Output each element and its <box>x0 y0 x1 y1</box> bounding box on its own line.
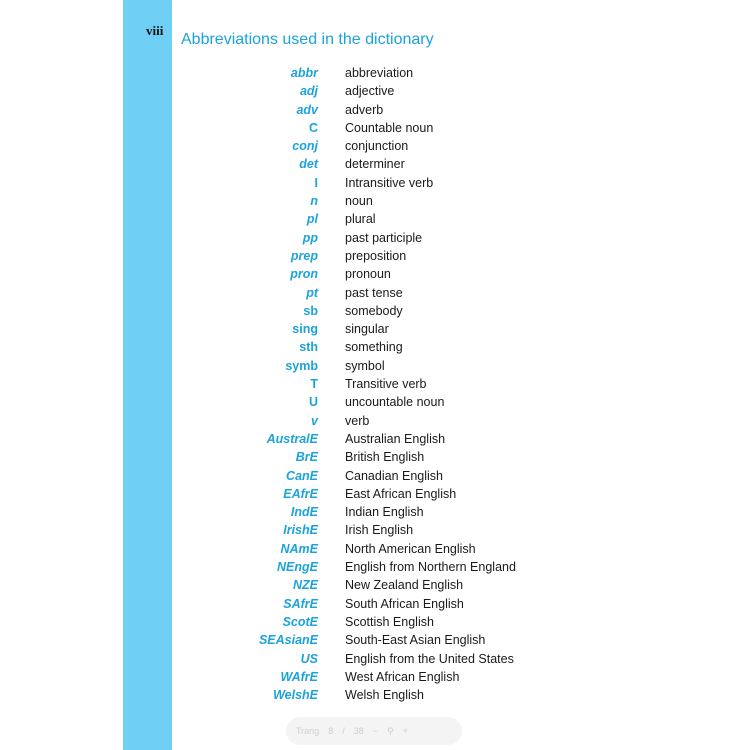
list-item <box>0 613 750 631</box>
list-item <box>0 503 750 521</box>
abbreviation-meaning: New Zealand English <box>345 578 464 593</box>
list-item <box>0 192 750 210</box>
list-item <box>0 82 750 100</box>
abbreviation: BrE <box>295 450 318 465</box>
list-item <box>0 64 750 82</box>
abbreviation-meaning: English from the United States <box>345 651 514 666</box>
abbreviation-meaning: Transitive verb <box>345 377 427 392</box>
abbreviation: NZE <box>293 578 318 593</box>
abbreviation-meaning: noun <box>345 194 373 209</box>
list-item <box>0 467 750 485</box>
abbreviation-meaning: plural <box>345 212 376 227</box>
list-item <box>0 540 750 558</box>
abbreviation-meaning: Australian English <box>345 431 446 446</box>
list-item <box>0 265 750 283</box>
abbreviation-meaning: past tense <box>345 285 403 300</box>
abbreviation-meaning: West African English <box>345 669 460 684</box>
list-item <box>0 210 750 228</box>
abbreviation-meaning: past participle <box>345 230 423 245</box>
abbreviation-meaning: Canadian English <box>345 468 443 483</box>
abbreviation-meaning: adjective <box>345 84 395 99</box>
abbreviation-meaning: determiner <box>345 157 405 172</box>
total-pages: 38 <box>353 726 364 736</box>
abbreviation: IrishE <box>283 523 318 538</box>
list-item <box>0 357 750 375</box>
list-item <box>0 174 750 192</box>
abbreviation: sing <box>292 322 318 337</box>
abbreviation-meaning: Intransitive verb <box>345 175 434 190</box>
abbreviation: det <box>299 157 318 172</box>
abbreviation-meaning: North American English <box>345 541 476 556</box>
abbreviation: T <box>310 377 318 392</box>
list-item <box>0 375 750 393</box>
abbreviation: NEngE <box>277 560 318 575</box>
abbreviation: pt <box>306 285 318 300</box>
list-item <box>0 137 750 155</box>
search-icon[interactable]: ⚲ <box>387 725 394 736</box>
list-item <box>0 521 750 539</box>
zoom-in-icon[interactable]: + <box>402 726 408 736</box>
zoom-out-icon[interactable]: − <box>372 726 378 736</box>
abbreviation-meaning: adverb <box>345 102 384 117</box>
page-label: Trang <box>296 726 320 736</box>
abbreviation: WAfrE <box>280 669 318 684</box>
abbreviation: WelshE <box>273 688 318 703</box>
abbreviation: C <box>308 120 318 135</box>
list-item <box>0 650 750 668</box>
abbreviation: SAfrE <box>283 596 318 611</box>
abbreviation: sth <box>299 340 318 355</box>
abbreviation: IndE <box>290 505 318 520</box>
page-separator: / <box>342 726 345 736</box>
abbreviation: n <box>310 194 318 209</box>
abbreviation: adj <box>299 84 318 99</box>
abbreviation-meaning: pronoun <box>345 267 391 282</box>
abbreviation: U <box>308 395 318 410</box>
current-page[interactable]: 8 <box>328 726 334 736</box>
viewer-toolbar[interactable] <box>286 717 462 745</box>
abbreviation-meaning: somebody <box>345 303 403 318</box>
list-item <box>0 412 750 430</box>
list-item <box>0 101 750 119</box>
abbreviation-meaning: Irish English <box>345 523 414 538</box>
abbreviation-meaning: South-East Asian English <box>345 633 486 648</box>
abbreviation: symb <box>285 358 318 373</box>
abbreviation: pl <box>306 212 318 227</box>
list-item <box>0 485 750 503</box>
abbreviation-meaning: singular <box>345 322 389 337</box>
abbreviation-meaning: symbol <box>345 358 385 373</box>
list-item <box>0 668 750 686</box>
abbreviation: ScotE <box>282 614 318 629</box>
abbreviation-meaning: Countable noun <box>345 120 434 135</box>
list-item <box>0 119 750 137</box>
abbreviation: adv <box>296 102 318 117</box>
abbreviation-meaning: Indian English <box>345 505 424 520</box>
list-item <box>0 338 750 356</box>
abbreviation-meaning: South African English <box>345 596 464 611</box>
list-item <box>0 229 750 247</box>
abbreviation-meaning: Scottish English <box>345 614 434 629</box>
abbreviation: v <box>311 413 318 428</box>
list-item <box>0 247 750 265</box>
list-item <box>0 393 750 411</box>
abbreviation-meaning: abbreviation <box>345 66 414 80</box>
list-item <box>0 558 750 576</box>
abbreviation: US <box>300 651 318 666</box>
abbreviation-meaning: verb <box>345 413 370 428</box>
abbreviation-meaning: uncountable noun <box>345 395 445 410</box>
list-item <box>0 430 750 448</box>
abbreviation-meaning: East African English <box>345 486 457 501</box>
abbreviation: pp <box>302 230 318 245</box>
abbreviation-meaning: British English <box>345 450 425 465</box>
abbreviation: NAmE <box>280 541 318 556</box>
abbreviation-meaning: something <box>345 340 403 355</box>
list-item <box>0 686 750 704</box>
page-title: Abbreviations used in the dictionary <box>181 31 434 48</box>
list-item <box>0 320 750 338</box>
abbreviation-list <box>0 64 750 704</box>
list-item <box>0 595 750 613</box>
abbreviation: abbr <box>290 66 318 80</box>
abbreviation: AustralE <box>266 431 318 446</box>
abbreviation-meaning: English from Northern England <box>345 560 516 575</box>
abbreviation: prep <box>290 248 318 263</box>
list-item <box>0 155 750 173</box>
list-item <box>0 631 750 649</box>
abbreviation: sb <box>303 303 318 318</box>
abbreviation-meaning: conjunction <box>345 139 409 154</box>
abbreviation-meaning: Welsh English <box>345 688 424 703</box>
abbreviation: conj <box>292 139 318 154</box>
abbreviation: I <box>314 175 318 190</box>
abbreviation: SEAsianE <box>258 633 318 648</box>
list-item <box>0 284 750 302</box>
abbreviation-meaning: preposition <box>345 248 407 263</box>
list-item <box>0 302 750 320</box>
list-item <box>0 576 750 594</box>
list-item <box>0 448 750 466</box>
abbreviation: pron <box>290 267 318 282</box>
abbreviation: CanE <box>286 468 318 483</box>
abbreviation: EAfrE <box>283 486 318 501</box>
page-number: viii <box>146 23 164 38</box>
